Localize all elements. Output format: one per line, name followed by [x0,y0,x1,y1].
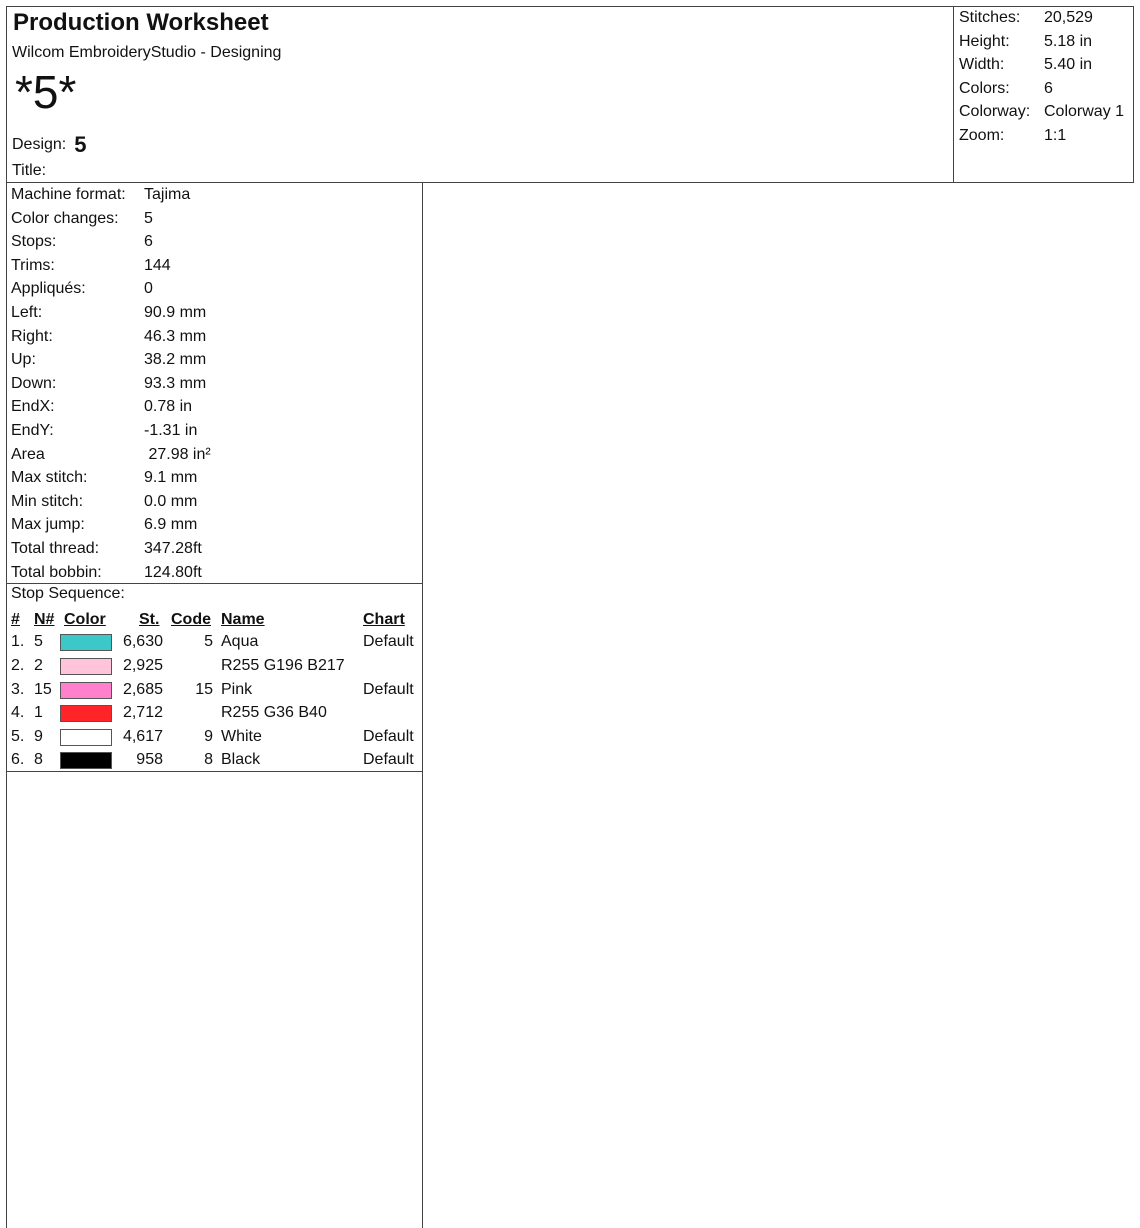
stop-sequence-header [7,609,422,631]
stop-stitches: 4,617 [122,728,163,745]
property-value: 0.78 in [144,398,193,416]
design-value: 5 [74,132,87,157]
property-row [11,349,211,373]
stop-stitches: 958 [136,751,163,768]
property-label: Right: [11,327,53,345]
property-label: EndX: [11,398,55,416]
color-swatch [60,682,112,699]
color-swatch [60,634,112,651]
stop-row [7,726,422,748]
stop-needle: 5 [34,633,43,650]
stop-stitches: 2,712 [122,704,163,721]
property-value: 90.9 mm [144,303,207,321]
property-label: Max stitch: [11,469,88,487]
property-row [11,373,211,397]
stop-needle: 1 [34,704,43,721]
stop-name: White [221,728,262,745]
page-title: Production Worksheet [13,9,269,36]
header-num: # [11,611,20,628]
summary-label: Width: [959,56,1005,73]
stop-name: Pink [221,681,253,698]
stop-stitches: 2,925 [122,657,163,674]
stop-name: Aqua [221,633,259,650]
property-value: 46.3 mm [144,327,207,345]
property-row [11,278,211,302]
property-label: Down: [11,374,57,392]
stop-num: 5. [11,728,25,745]
property-row [11,562,211,586]
property-label: Area [11,445,45,463]
summary-label: Stitches: [959,9,1021,26]
property-row [11,302,211,326]
property-value: 347.28ft [144,539,202,557]
stop-row [7,655,422,677]
property-label: Color changes: [11,209,119,227]
property-value: 0 [144,280,153,298]
color-swatch [60,658,112,675]
property-value: -1.31 in [144,421,198,439]
property-value: 144 [144,256,171,274]
property-row [11,538,211,562]
stop-needle: 2 [34,657,43,674]
stop-code: 9 [204,728,213,745]
property-label: Max jump: [11,516,85,534]
property-label: Min stitch: [11,492,84,510]
property-row [11,326,211,350]
property-label: Left: [11,303,43,321]
summary-row [959,127,1066,147]
design-barcode-label: *5* [15,66,77,118]
summary-value: 5.40 in [1044,56,1093,73]
stop-name: R255 G196 B217 [221,657,345,674]
summary-row [959,56,1092,76]
property-label: Machine format: [11,186,126,203]
worksheet-header [6,6,1134,183]
color-swatch [60,729,112,746]
design-row [12,129,87,155]
property-row [11,208,211,232]
property-value: 38.2 mm [144,351,207,369]
design-label: Design: [12,136,67,153]
property-row [11,184,211,208]
stop-chart: Default [363,728,414,745]
stop-chart: Default [363,751,414,768]
stop-num: 1. [11,633,25,650]
property-row [11,231,211,255]
stop-needle: 8 [34,751,43,768]
property-value: 124.80ft [144,563,202,581]
stop-needle: 15 [34,681,52,698]
property-label: Stops: [11,233,57,251]
stop-num: 6. [11,751,25,768]
summary-row [959,33,1092,53]
property-value: 5 [144,209,153,227]
stop-num: 4. [11,704,25,721]
property-row [11,467,211,491]
property-label: Trims: [11,256,55,274]
title-label: Title: [12,162,47,179]
summary-value: 20,529 [1044,9,1093,26]
header-name: Name [221,611,265,628]
stop-row [7,702,422,724]
properties-list [11,184,211,585]
stop-sequence-section [7,583,422,772]
summary-label: Colorway: [959,103,1031,120]
details-panel [6,182,423,1228]
stop-chart: Default [363,633,414,650]
color-swatch [60,705,112,722]
property-label: Total thread: [11,539,100,557]
property-value: 0.0 mm [144,492,198,510]
property-row [11,420,211,444]
header-color: Color [64,611,106,628]
header-stitches: St. [139,611,160,628]
property-row [11,491,211,515]
header-needle: N# [34,611,55,628]
header-chart: Chart [363,611,405,628]
property-label: Appliqués: [11,280,86,298]
property-label: Up: [11,351,36,369]
summary-box [953,6,1135,183]
stop-sequence-title: Stop Sequence: [11,585,125,602]
stop-name: R255 G36 B40 [221,704,327,721]
stop-code: 8 [204,751,213,768]
header-code: Code [171,611,211,628]
property-value: 27.98 in² [144,445,211,463]
stop-code: 15 [195,681,213,698]
stop-stitches: 6,630 [122,633,163,650]
property-value: 93.3 mm [144,374,207,392]
summary-row [959,9,1093,29]
summary-label: Colors: [959,80,1010,97]
property-value: Tajima [144,186,191,203]
stop-num: 2. [11,657,25,674]
summary-row [959,103,1124,123]
property-value: 9.1 mm [144,469,198,487]
summary-label: Height: [959,33,1010,50]
property-row [11,255,211,279]
stop-code: 5 [204,633,213,650]
summary-value: 1:1 [1044,127,1067,144]
summary-value: Colorway 1 [1044,103,1125,120]
property-label: Total bobbin: [11,563,102,581]
summary-value: 6 [1044,80,1053,97]
stop-stitches: 2,685 [122,681,163,698]
property-row [11,444,211,468]
stop-row [7,749,422,771]
summary-value: 5.18 in [1044,33,1093,50]
stop-chart: Default [363,681,414,698]
property-value: 6.9 mm [144,516,198,534]
property-label: EndY: [11,421,54,439]
app-subtitle: Wilcom EmbroideryStudio - Designing [12,44,282,61]
summary-label: Zoom: [959,127,1005,144]
summary-row [959,80,1053,100]
stop-row [7,631,422,653]
stop-num: 3. [11,681,25,698]
property-value: 6 [144,233,153,251]
property-row [11,514,211,538]
stop-row [7,679,422,701]
color-swatch [60,752,112,769]
stop-needle: 9 [34,728,43,745]
property-row [11,396,211,420]
stop-name: Black [221,751,261,768]
